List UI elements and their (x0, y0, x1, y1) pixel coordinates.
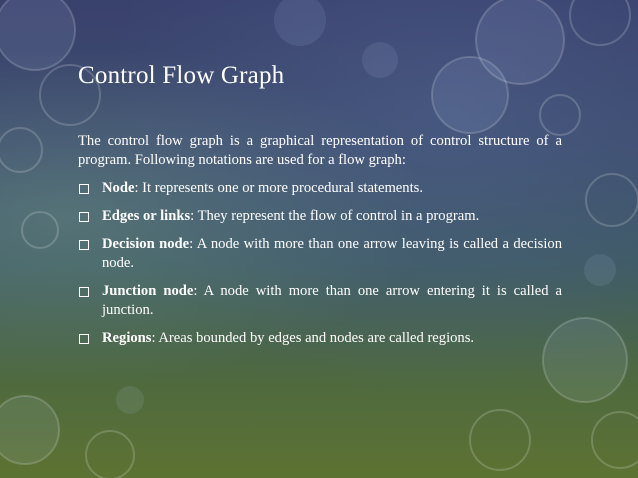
bullet-term: Decision node (102, 236, 190, 252)
bullet-text: : Areas bounded by edges and nodes are called regions. (151, 330, 475, 346)
bullet-node (78, 179, 562, 198)
bullet-regions (78, 329, 562, 348)
square-bullet-icon (79, 334, 89, 344)
square-bullet-icon (79, 212, 89, 222)
bullet-text: : A node with more than one arrow entering it is called a junction. (102, 283, 562, 318)
bullet-term: Node (102, 180, 135, 196)
square-bullet-icon (79, 240, 89, 250)
bullet-term: Regions (102, 330, 152, 346)
bullet-text: : A node with more than one arrow leaving is called a decision node. (102, 236, 562, 271)
bullet-term: Junction node (102, 283, 194, 299)
bullet-decision-node (78, 235, 562, 273)
bullet-text: : They represent the flow of control in a program. (190, 208, 480, 224)
square-bullet-icon (79, 184, 89, 194)
slide-title: Control Flow Graph (78, 62, 285, 89)
intro-paragraph: The control flow graph is a graphical representation of control structure of a program. Following notations are used for a flow graph: (78, 133, 562, 168)
bullet-text: : It represents one or more procedural statements. (134, 180, 423, 196)
bullet-edges-or-links (78, 207, 562, 226)
slide-content (78, 132, 562, 357)
bullet-junction-node (78, 282, 562, 320)
bullet-term: Edges or links (102, 208, 191, 224)
square-bullet-icon (79, 287, 89, 297)
